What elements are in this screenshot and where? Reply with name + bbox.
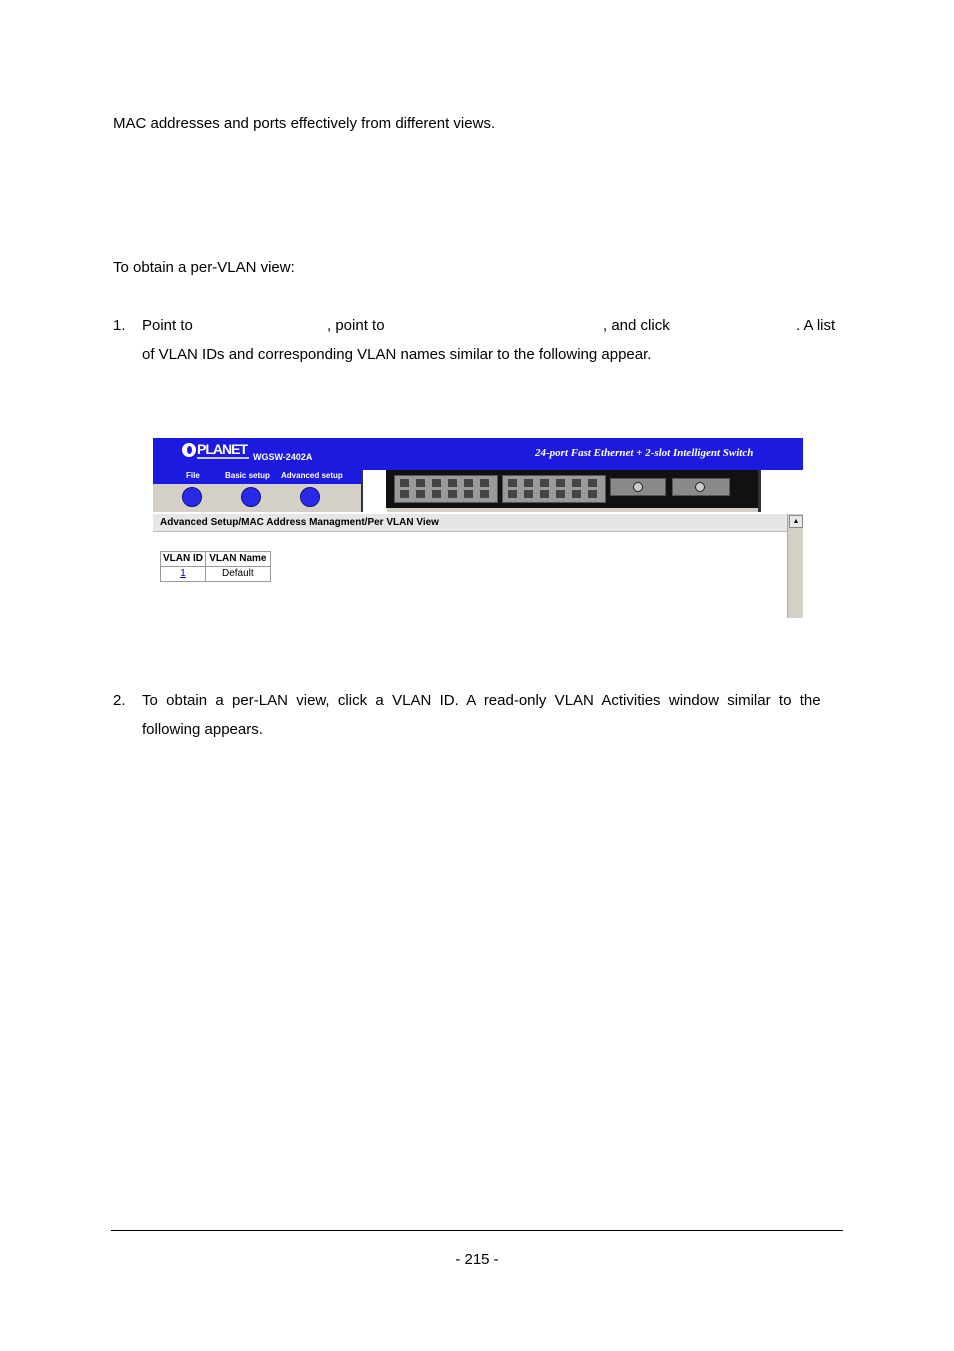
page-number: - 215 -	[455, 1251, 499, 1268]
step-1-line-2: of VLAN IDs and corresponding VLAN names similar to the following appear.	[142, 346, 652, 363]
step-2-line-2: following appears.	[142, 721, 263, 738]
port-bank-2	[502, 475, 606, 503]
step-1-part-1: Point to	[142, 317, 193, 334]
step-1-part-3: , and click	[603, 317, 670, 334]
product-tagline: 24-port Fast Ethernet + 2-slot Intelligent Switch	[535, 447, 754, 459]
menu-file-button[interactable]	[182, 487, 202, 507]
breadcrumb: Advanced Setup/MAC Address Managment/Per VLAN View	[153, 514, 787, 532]
logo-underline	[197, 457, 249, 459]
planet-logo-icon	[182, 443, 196, 457]
vlan-id-link[interactable]: 1	[161, 567, 206, 582]
footer-rule	[111, 1230, 843, 1231]
step-1-part-4: . A list	[796, 317, 836, 334]
table-row	[161, 567, 271, 582]
lead-text: To obtain a per-VLAN view:	[113, 259, 295, 276]
vlan-name-cell: Default	[206, 567, 271, 582]
vlan-name-header: VLAN Name	[206, 552, 271, 567]
logo-text: PLANET	[197, 441, 247, 457]
divider	[361, 470, 387, 512]
menu-basic-setup-button[interactable]	[241, 487, 261, 507]
menu-advanced-setup-button[interactable]	[300, 487, 320, 507]
port-bank-1	[394, 475, 498, 503]
menu-file-label[interactable]: File	[186, 471, 200, 480]
intro-line: MAC addresses and ports effectively from different views.	[113, 115, 496, 132]
switch-front-panel	[386, 470, 758, 508]
vlan-id-header: VLAN ID	[161, 552, 206, 567]
model-name: WGSW-2402A	[253, 452, 313, 462]
step-1-number: 1.	[113, 317, 126, 334]
vertical-scrollbar[interactable]	[787, 514, 803, 618]
step-2-line-1: To obtain a per-LAN view, click a VLAN ID. A read-only VLAN Activities window similar to the	[142, 692, 821, 709]
step-2-number: 2.	[113, 692, 126, 709]
vlan-table	[160, 551, 271, 582]
scroll-up-arrow-icon[interactable]: ▲	[789, 515, 803, 528]
panel-edge	[758, 470, 803, 512]
step-1-part-2: , point to	[327, 317, 385, 334]
menu-basic-setup-label[interactable]: Basic setup	[225, 471, 270, 480]
switch-ui-screenshot	[153, 438, 803, 618]
menu-advanced-setup-label[interactable]: Advanced setup	[281, 471, 343, 480]
module-slot-1	[610, 478, 666, 496]
module-slot-2	[672, 478, 730, 496]
